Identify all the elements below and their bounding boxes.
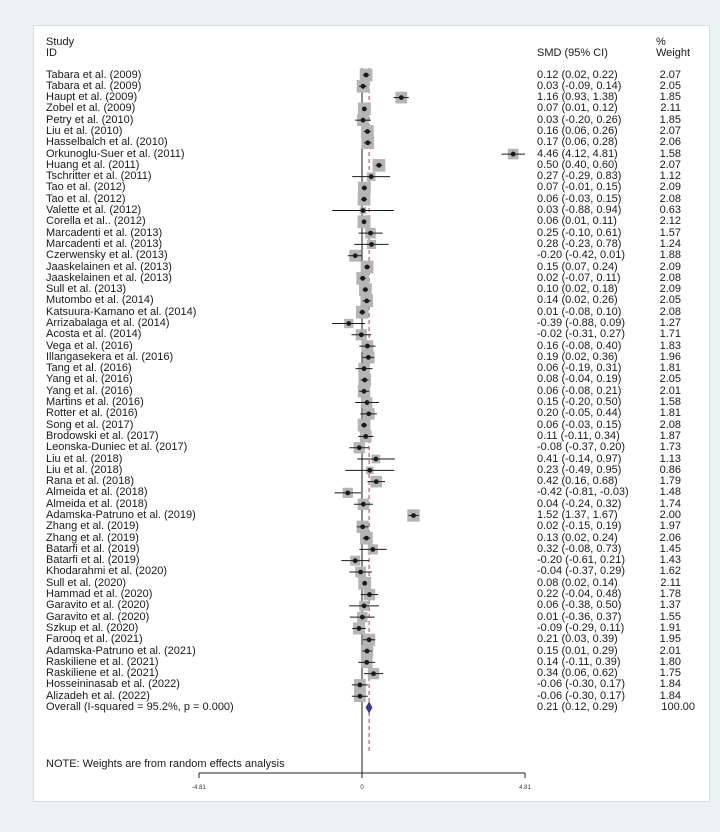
overall-diamond bbox=[366, 703, 372, 713]
study-weight: 2.09 bbox=[659, 181, 681, 194]
study-label: Martins et al. (2016) bbox=[46, 396, 144, 409]
study-weight: 2.05 bbox=[659, 373, 681, 386]
point-estimate bbox=[363, 287, 368, 292]
point-estimate bbox=[369, 242, 374, 247]
study-ci: 0.06 (-0.38, 0.50) bbox=[537, 599, 622, 612]
study-weight: 2.06 bbox=[659, 136, 681, 149]
study-ci: -0.39 (-0.88, 0.09) bbox=[537, 316, 626, 329]
study-ci: -0.04 (-0.37, 0.29) bbox=[537, 565, 626, 578]
study-weight: 1.43 bbox=[659, 554, 681, 567]
study-weight: 1.58 bbox=[659, 147, 681, 160]
study-weight: 1.13 bbox=[659, 452, 681, 465]
point-estimate bbox=[365, 140, 370, 145]
study-label: Illangasekera et al. (2016) bbox=[46, 350, 174, 363]
study-weight: 1.71 bbox=[659, 328, 681, 341]
study-label: Marcadenti et al. (2013) bbox=[46, 226, 163, 239]
study-ci: 0.03 (-0.09, 0.14) bbox=[537, 79, 622, 92]
study-label: Zhang et al. (2019) bbox=[46, 520, 139, 533]
study-label: Liu et al. (2010) bbox=[46, 124, 123, 137]
study-ci: 0.06 (-0.19, 0.31) bbox=[537, 362, 622, 375]
study-ci: 0.25 (-0.10, 0.61) bbox=[537, 226, 622, 239]
header-weight-label: Weight bbox=[656, 47, 691, 59]
study-ci: 0.07 (-0.01, 0.15) bbox=[537, 181, 622, 194]
study-label: Yang et al. (2016) bbox=[46, 373, 133, 386]
study-ci: 0.12 (0.02, 0.22) bbox=[537, 68, 618, 81]
point-estimate bbox=[361, 84, 366, 89]
study-weight: 1.83 bbox=[659, 339, 681, 352]
point-estimate bbox=[362, 197, 367, 202]
study-label: Arrizabalaga et al. (2014) bbox=[46, 316, 170, 329]
study-ci: -0.06 (-0.30, 0.17) bbox=[537, 689, 626, 702]
study-weight: 1.79 bbox=[659, 475, 681, 488]
study-label: Tabara et al. (2009) bbox=[46, 68, 142, 81]
study-ci: 0.01 (-0.36, 0.37) bbox=[537, 610, 622, 623]
point-estimate bbox=[377, 163, 382, 168]
study-weight: 1.95 bbox=[659, 633, 681, 646]
study-label: Yang et al. (2016) bbox=[46, 384, 133, 397]
point-estimate bbox=[358, 694, 363, 699]
point-estimate bbox=[366, 411, 371, 416]
study-label: Adamska-Patruno et al. (2019) bbox=[46, 509, 196, 521]
study-label: Valette et al. (2012) bbox=[46, 204, 142, 217]
point-estimate bbox=[363, 434, 368, 439]
study-weight: 2.01 bbox=[659, 644, 681, 657]
study-weight: 1.85 bbox=[659, 113, 681, 126]
study-weight: 1.91 bbox=[659, 621, 681, 634]
study-weight: 2.00 bbox=[659, 509, 681, 521]
study-label: Tao et al. (2012) bbox=[46, 192, 126, 205]
study-ci: 0.16 (-0.08, 0.40) bbox=[537, 339, 622, 352]
point-estimate bbox=[362, 603, 367, 608]
point-estimate bbox=[360, 310, 365, 315]
point-estimate bbox=[358, 570, 363, 575]
study-weight: 2.08 bbox=[659, 192, 681, 205]
study-weight: 1.73 bbox=[659, 441, 681, 454]
study-weight: 1.80 bbox=[659, 655, 681, 668]
study-label: Brodowski et al. (2017) bbox=[46, 429, 159, 442]
study-weight: 1.24 bbox=[659, 237, 681, 250]
study-label: Tschritter et al. (2011) bbox=[46, 170, 152, 183]
study-label: Liu et al. (2018) bbox=[46, 463, 123, 476]
study-weight: 1.84 bbox=[659, 689, 681, 702]
study-ci: 0.02 (-0.07, 0.11) bbox=[537, 271, 621, 284]
study-weight: 1.12 bbox=[659, 170, 681, 183]
point-estimate bbox=[361, 502, 366, 507]
study-ci: 0.22 (-0.04, 0.48) bbox=[537, 588, 622, 601]
study-ci: 0.32 (-0.08, 0.73) bbox=[537, 542, 622, 555]
point-estimate bbox=[362, 106, 367, 111]
study-ci: -0.08 (-0.37, 0.20) bbox=[537, 441, 626, 454]
point-estimate bbox=[353, 253, 358, 258]
study-weight: 1.85 bbox=[659, 91, 681, 104]
study-label: Zhang et al. (2019) bbox=[46, 531, 139, 544]
study-ci: 0.07 (0.01, 0.12) bbox=[537, 102, 618, 115]
study-weight: 1.57 bbox=[659, 226, 681, 239]
study-ci: 0.23 (-0.49, 0.95) bbox=[537, 463, 622, 476]
point-estimate bbox=[364, 73, 369, 78]
study-label: Zobel et al. (2009) bbox=[46, 102, 136, 115]
point-estimate bbox=[367, 592, 372, 597]
study-label: Haupt et al. (2009) bbox=[46, 91, 138, 104]
study-label: Huang et al. (2011) bbox=[46, 158, 140, 171]
study-ci: 0.01 (-0.08, 0.10) bbox=[537, 305, 622, 318]
point-estimate bbox=[365, 265, 370, 270]
study-ci: 0.41 (-0.14, 0.97) bbox=[537, 452, 622, 465]
study-weight: 2.06 bbox=[659, 531, 681, 544]
study-weight: 1.74 bbox=[659, 497, 681, 510]
study-label: Hammad et al. (2020) bbox=[46, 588, 153, 601]
study-ci: 0.20 (-0.05, 0.44) bbox=[537, 407, 622, 420]
study-weight: 1.55 bbox=[659, 610, 681, 623]
study-ci: 0.27 (-0.29, 0.83) bbox=[537, 170, 622, 183]
point-estimate bbox=[361, 118, 366, 123]
point-estimate bbox=[360, 524, 365, 529]
study-ci: 0.06 (-0.03, 0.15) bbox=[537, 192, 622, 205]
study-weight: 1.27 bbox=[659, 316, 681, 329]
study-ci: 0.14 (0.02, 0.26) bbox=[537, 294, 618, 307]
study-label: Alizadeh et al. (2022) bbox=[46, 689, 150, 702]
study-label: Sull et al. (2013) bbox=[46, 283, 127, 296]
header-study-label: Study bbox=[46, 36, 75, 48]
overall-label: Overall (I-squared = 95.2%, p = 0.000) bbox=[46, 701, 234, 714]
point-estimate bbox=[369, 174, 374, 179]
point-estimate bbox=[346, 321, 351, 326]
study-label: Corella et al.. (2012) bbox=[46, 215, 146, 228]
study-ci: 0.42 (0.16, 0.68) bbox=[537, 475, 618, 488]
point-estimate bbox=[364, 299, 369, 304]
study-ci: -0.09 (-0.29, 0.11) bbox=[537, 621, 625, 634]
study-label: Katsuura-Kamano et al. (2014) bbox=[46, 305, 197, 318]
study-ci: 0.15 (-0.20, 0.50) bbox=[537, 396, 622, 409]
point-estimate bbox=[364, 536, 369, 541]
study-ci: 0.28 (-0.23, 0.78) bbox=[537, 237, 622, 250]
point-estimate bbox=[362, 378, 367, 383]
point-estimate bbox=[365, 344, 370, 349]
point-estimate bbox=[359, 332, 364, 337]
study-ci: 0.08 (-0.04, 0.19) bbox=[537, 373, 622, 386]
point-estimate bbox=[365, 129, 370, 134]
point-estimate bbox=[362, 186, 367, 191]
study-label: Hasselbalch et al. (2010) bbox=[46, 136, 168, 149]
study-label: Mutombo et al. (2014) bbox=[46, 294, 154, 307]
study-ci: 0.50 (0.40, 0.60) bbox=[537, 158, 618, 171]
study-label: Czerwensky et al. (2013) bbox=[46, 249, 168, 262]
point-estimate bbox=[362, 423, 367, 428]
study-label: Adamska-Patruno et al. (2021) bbox=[46, 644, 196, 657]
study-ci: -0.42 (-0.81, -0.03) bbox=[537, 486, 629, 499]
study-label: Vega et al. (2016) bbox=[46, 339, 133, 352]
study-ci: 1.16 (0.93, 1.38) bbox=[537, 91, 618, 104]
study-weight: 1.58 bbox=[659, 396, 681, 409]
study-label: Sull et al. (2020) bbox=[46, 576, 127, 589]
study-label: Petry et al. (2010) bbox=[46, 113, 134, 126]
study-ci: 0.06 (0.01, 0.11) bbox=[537, 215, 617, 228]
study-weight: 2.11 bbox=[660, 102, 681, 115]
point-estimate bbox=[365, 400, 370, 405]
study-label: Orkunoglu-Suer et al. (2011) bbox=[46, 147, 185, 160]
point-estimate bbox=[362, 366, 367, 371]
study-weight: 2.08 bbox=[659, 418, 681, 431]
x-tick-label: -4.81 bbox=[192, 785, 206, 791]
point-estimate bbox=[367, 637, 372, 642]
study-label: Tao et al. (2012) bbox=[46, 181, 126, 194]
study-weight: 1.81 bbox=[659, 362, 681, 375]
study-weight: 2.01 bbox=[659, 384, 681, 397]
study-ci: 0.03 (-0.88, 0.94) bbox=[537, 204, 622, 217]
study-weight: 1.48 bbox=[659, 486, 681, 499]
study-ci: 0.19 (0.02, 0.36) bbox=[537, 350, 618, 363]
study-ci: 0.15 (0.07, 0.24) bbox=[537, 260, 618, 273]
study-weight: 2.07 bbox=[659, 68, 681, 81]
study-ci: 0.13 (0.02, 0.24) bbox=[537, 531, 618, 544]
point-estimate bbox=[362, 389, 367, 394]
study-ci: 0.08 (0.02, 0.14) bbox=[537, 576, 618, 589]
study-weight: 2.07 bbox=[659, 124, 681, 137]
study-ci: 0.34 (0.06, 0.62) bbox=[537, 667, 618, 680]
header-effect-label: SMD (95% CI) bbox=[537, 47, 608, 59]
study-label: Leonska-Duniec et al. (2017) bbox=[46, 441, 188, 454]
point-estimate bbox=[371, 671, 376, 676]
study-weight: 2.12 bbox=[659, 215, 681, 228]
study-label: Khodarahmi et al. (2020) bbox=[46, 565, 168, 578]
study-weight: 0.86 bbox=[659, 463, 681, 476]
study-weight: 1.84 bbox=[659, 678, 681, 691]
overall-ci: 0.21 (0.12, 0.29) bbox=[537, 701, 618, 714]
study-weight: 1.96 bbox=[659, 350, 681, 363]
study-label: Hosseininasab et al. (2022) bbox=[46, 678, 180, 691]
point-estimate bbox=[367, 468, 372, 473]
study-weight: 2.08 bbox=[659, 305, 681, 318]
note-text: NOTE: Weights are from random effects analysis bbox=[46, 758, 285, 770]
point-estimate bbox=[411, 513, 416, 518]
study-weight: 2.07 bbox=[659, 158, 681, 171]
study-ci: -0.02 (-0.31, 0.27) bbox=[537, 328, 626, 341]
study-label: Liu et al. (2018) bbox=[46, 452, 123, 465]
study-label: Garavito et al. (2020) bbox=[46, 599, 150, 612]
study-weight: 1.62 bbox=[659, 565, 681, 578]
study-weight: 2.08 bbox=[659, 271, 681, 284]
study-weight: 1.97 bbox=[659, 520, 681, 533]
study-label: Rana et al. (2018) bbox=[46, 475, 135, 488]
point-estimate bbox=[366, 355, 371, 360]
point-estimate bbox=[374, 479, 379, 484]
study-weight: 1.87 bbox=[659, 429, 681, 442]
study-label: Jaaskelainen et al. (2013) bbox=[46, 260, 172, 273]
study-label: Batarfi et al. (2019) bbox=[46, 554, 140, 567]
study-ci: 0.11 (-0.11, 0.34) bbox=[537, 429, 620, 442]
study-ci: 0.03 (-0.20, 0.26) bbox=[537, 113, 622, 126]
point-estimate bbox=[357, 445, 362, 450]
point-estimate bbox=[362, 581, 367, 586]
study-weight: 1.75 bbox=[659, 667, 681, 680]
header-weight-pct: % bbox=[656, 36, 666, 48]
header-id-label: ID bbox=[46, 47, 57, 59]
study-label: Almeida et al. (2018) bbox=[46, 486, 148, 499]
study-label: Tang et al. (2016) bbox=[46, 362, 132, 375]
study-weight: 0.63 bbox=[659, 204, 681, 217]
study-weight: 1.37 bbox=[659, 599, 681, 612]
study-weight: 2.09 bbox=[659, 260, 681, 273]
study-ci: -0.20 (-0.42, 0.01) bbox=[537, 249, 626, 262]
point-estimate bbox=[399, 95, 404, 100]
study-label: Acosta et al. (2014) bbox=[46, 328, 142, 341]
study-ci: 0.02 (-0.15, 0.19) bbox=[537, 520, 622, 533]
overall-weight: 100.00 bbox=[661, 701, 695, 714]
study-ci: 0.17 (0.06, 0.28) bbox=[537, 136, 618, 149]
study-weight: 2.05 bbox=[659, 79, 681, 92]
study-weight: 1.45 bbox=[659, 542, 681, 555]
study-ci: 0.16 (0.06, 0.26) bbox=[537, 124, 618, 137]
point-estimate bbox=[345, 491, 350, 496]
study-weight: 1.88 bbox=[659, 249, 681, 262]
point-estimate bbox=[360, 276, 365, 281]
study-ci: 0.21 (0.03, 0.39) bbox=[537, 633, 618, 646]
study-ci: 0.06 (-0.03, 0.15) bbox=[537, 418, 622, 431]
study-label: Marcadenti et al. (2013) bbox=[46, 237, 163, 250]
x-tick-label: 4.81 bbox=[519, 785, 531, 791]
point-estimate bbox=[365, 649, 370, 654]
point-estimate bbox=[511, 152, 516, 157]
study-ci: 0.06 (-0.08, 0.21) bbox=[537, 384, 622, 397]
study-ci: 0.15 (0.01, 0.29) bbox=[537, 644, 618, 657]
study-label: Szkup et al. (2020) bbox=[46, 621, 139, 634]
study-label: Almeida et al. (2018) bbox=[46, 497, 148, 510]
study-weight: 2.11 bbox=[660, 576, 681, 589]
point-estimate bbox=[357, 626, 362, 631]
study-label: Raskiliene et al. (2021) bbox=[46, 655, 159, 668]
study-ci: 0.10 (0.02, 0.18) bbox=[537, 283, 618, 296]
study-ci: 4.46 (4.12, 4.81) bbox=[537, 147, 618, 160]
study-ci: -0.06 (-0.30, 0.17) bbox=[537, 678, 626, 691]
study-ci: -0.20 (-0.61, 0.21) bbox=[537, 554, 626, 567]
point-estimate bbox=[370, 547, 375, 552]
study-weight: 1.81 bbox=[659, 407, 681, 420]
study-label: Raskiliene et al. (2021) bbox=[46, 667, 159, 680]
point-estimate bbox=[360, 615, 365, 620]
point-estimate bbox=[362, 219, 367, 224]
study-weight: 2.05 bbox=[659, 294, 681, 307]
point-estimate bbox=[361, 208, 366, 213]
study-weight: 1.78 bbox=[659, 588, 681, 601]
x-tick-label: 0 bbox=[360, 785, 364, 791]
study-label: Tabara et al. (2009) bbox=[46, 79, 142, 92]
study-ci: 0.14 (-0.11, 0.39) bbox=[537, 655, 621, 668]
study-ci: 1.52 (1.37, 1.67) bbox=[537, 509, 618, 521]
point-estimate bbox=[364, 660, 369, 665]
study-label: Batarfi et al. (2019) bbox=[46, 542, 140, 555]
point-estimate bbox=[353, 558, 358, 563]
study-weight: 2.09 bbox=[659, 283, 681, 296]
point-estimate bbox=[368, 231, 373, 236]
point-estimate bbox=[358, 683, 363, 688]
study-label: Farooq et al. (2021) bbox=[46, 633, 143, 646]
study-label: Song et al. (2017) bbox=[46, 418, 134, 431]
study-ci: 0.04 (-0.24, 0.32) bbox=[537, 497, 622, 510]
study-label: Jaaskelainen et al. (2013) bbox=[46, 271, 172, 284]
study-label: Garavito et al. (2020) bbox=[46, 610, 150, 623]
point-estimate bbox=[373, 457, 378, 462]
study-label: Rotter et al. (2016) bbox=[46, 407, 138, 420]
